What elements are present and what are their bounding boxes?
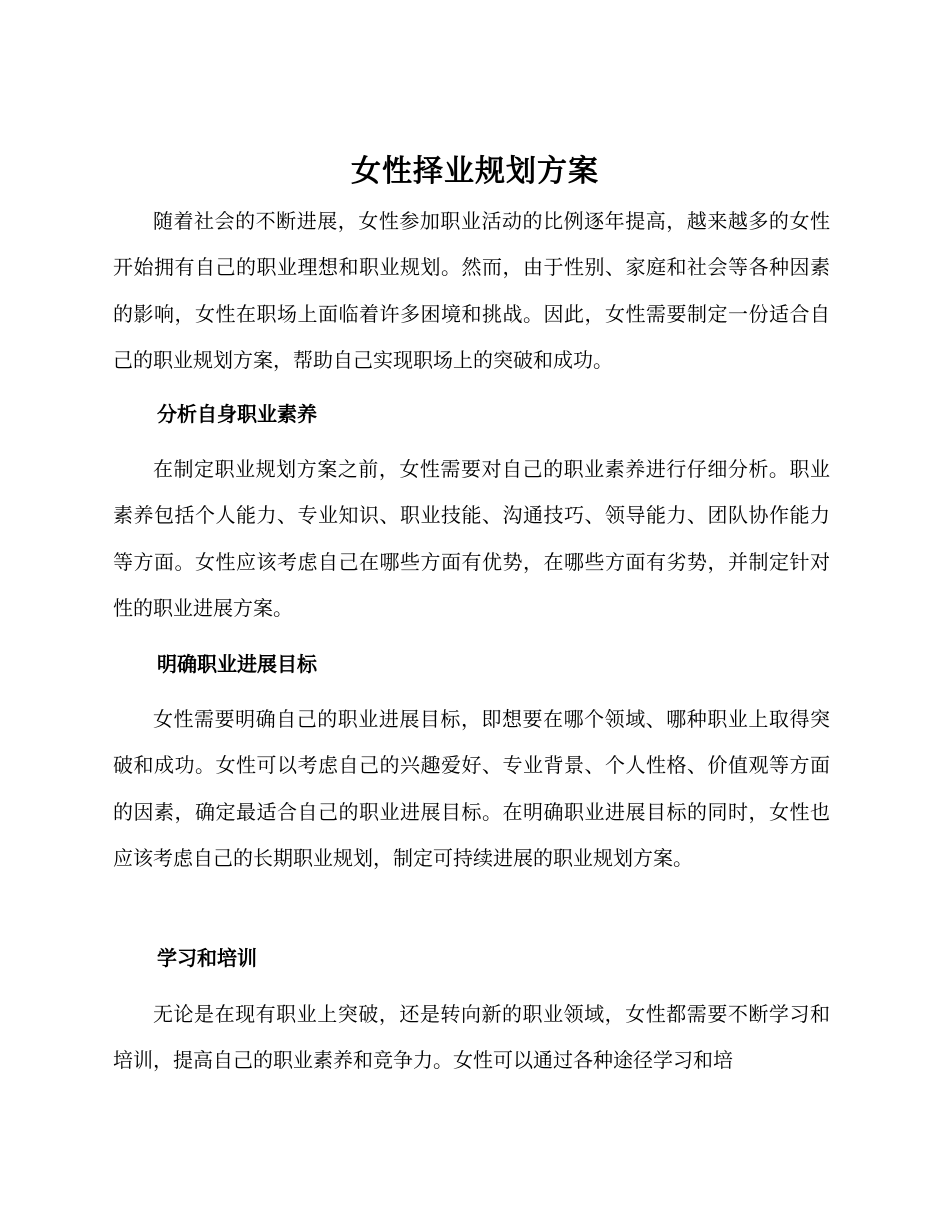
section-paragraph-3: 无论是在现有职业上突破，还是转向新的职业领域，女性都需要不断学习和培训，提高自己的职业素养和竞争力。女性可以通过各种途径学习和培	[113, 1002, 830, 1073]
section-heading-1: 分析自身职业素养	[157, 402, 317, 426]
section-heading-3: 学习和培训	[157, 946, 257, 970]
intro-paragraph: 随着社会的不断进展，女性参加职业活动的比例逐年提高，越来越多的女性开始拥有自己的职业理想和职业规划。然而，由于性别、家庭和社会等各种因素的影响，女性在职场上面临着许多困境和挑战。因此，女性需要制定一份适合自己的职业规划方案，帮助自己实现职场上的突破和成功。	[113, 209, 830, 372]
section-heading-2: 明确职业进展目标	[157, 652, 317, 676]
section-paragraph-1: 在制定职业规划方案之前，女性需要对自己的职业素养进行仔细分析。职业素养包括个人能力、专业知识、职业技能、沟通技巧、领导能力、团队协作能力等方面。女性应该考虑自己在哪些方面有优势，在哪些方面有劣势，并制定针对性的职业进展方案。	[113, 457, 830, 620]
section-paragraph-2: 女性需要明确自己的职业进展目标，即想要在哪个领域、哪种职业上取得突破和成功。女性可以考虑自己的兴趣爱好、专业背景、个人性格、价值观等方面的因素，确定最适合自己的职业进展目标。在明确职业进展目标的同时，女性也应该考虑自己的长期职业规划，制定可持续进展的职业规划方案。	[113, 707, 830, 870]
document-title: 女性择业规划方案	[351, 154, 599, 189]
